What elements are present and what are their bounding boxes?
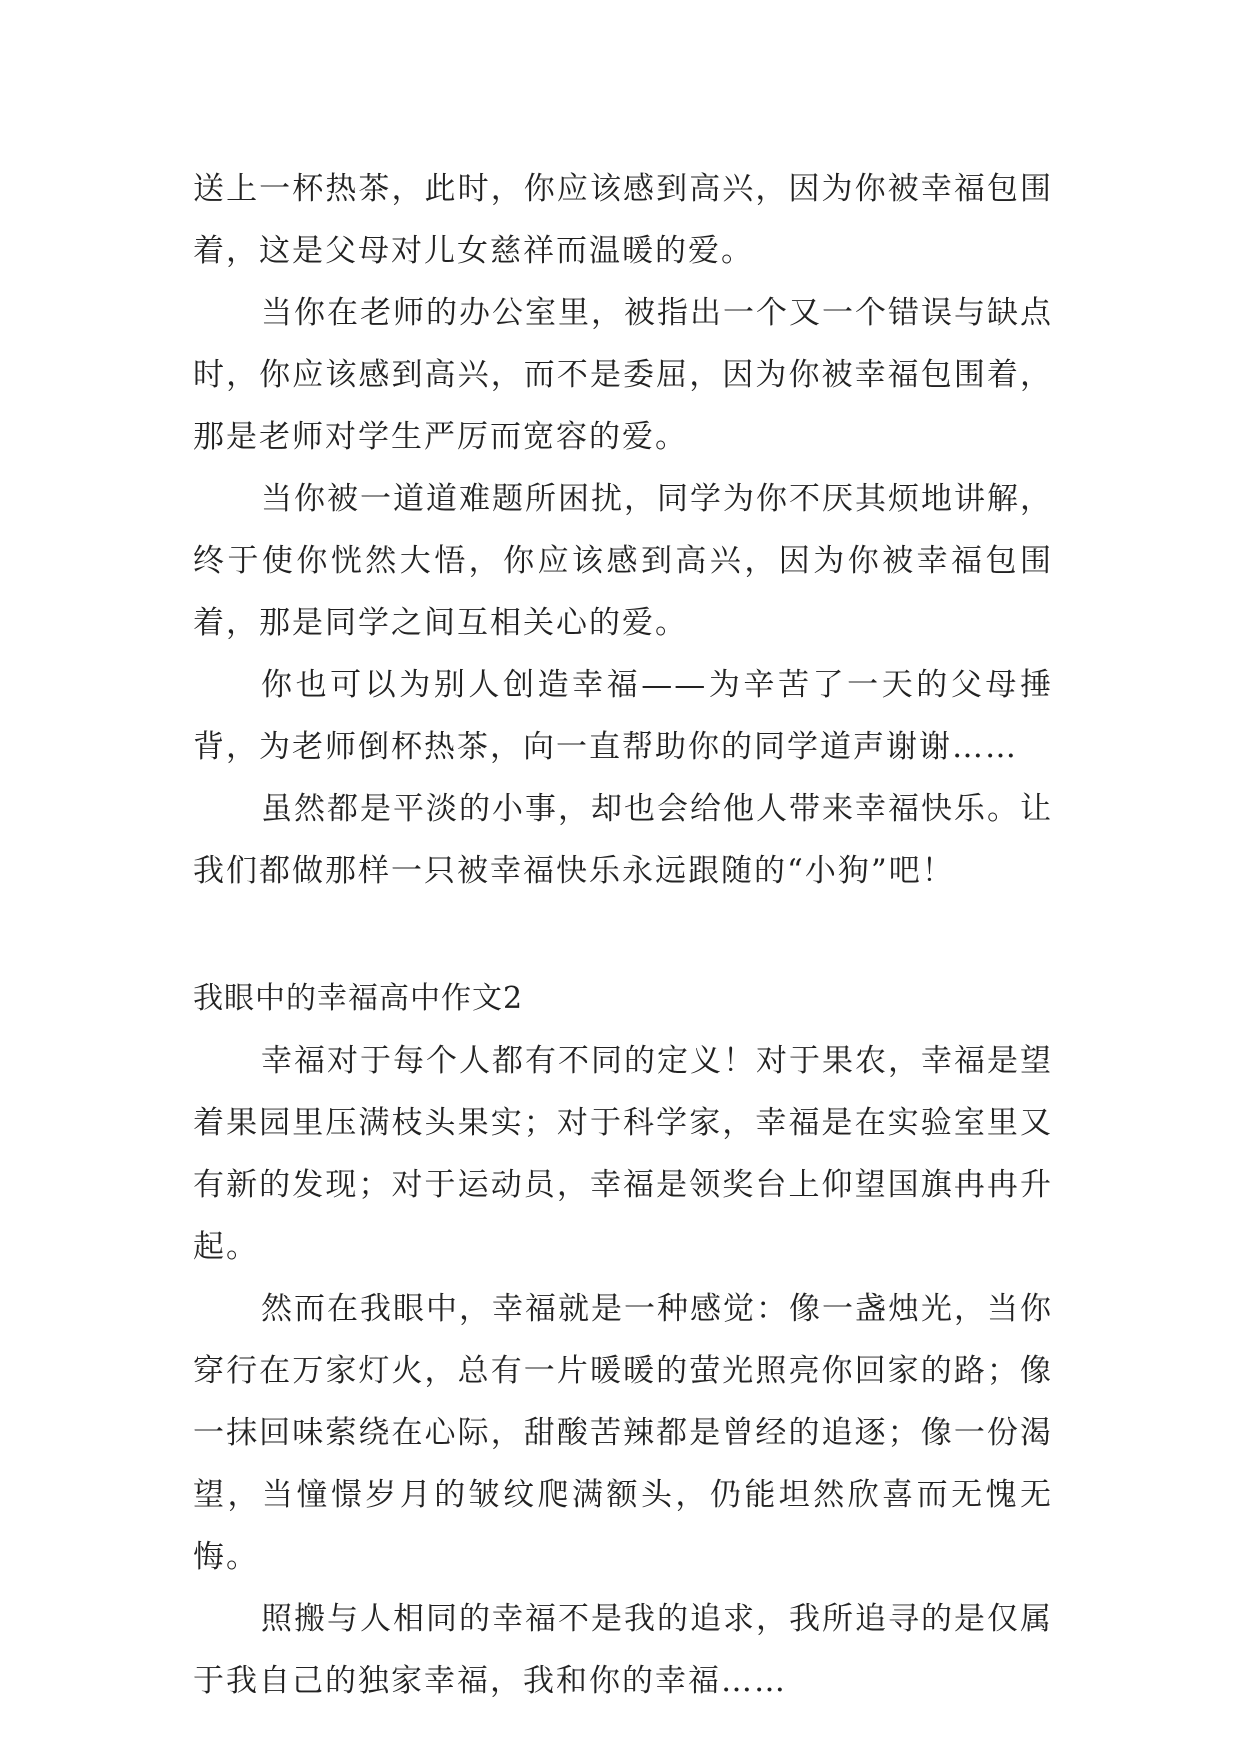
paragraph: 当你在老师的办公室里，被指出一个又一个错误与缺点时，你应该感到高兴，而不是委屈，因为你被幸福包围着，那是老师对学生严厉而宽容的爱。 [193, 295, 1053, 455]
paragraph: 然而在我眼中，幸福就是一种感觉：像一盏烛光，当你穿行在万家灯火，总有一片暖暖的萤光照亮你回家的路；像一抹回味萦绕在心际，甜酸苦辣都是曾经的追逐；像一份渴望，当憧憬岁月的皱纹爬满额头，仍能坦然欣喜而无愧无悔。 [193, 1291, 1053, 1575]
paragraph: 你也可以为别人创造幸福——为辛苦了一天的父母捶背，为老师倒杯热茶，向一直帮助你的同学道声谢谢…… [193, 667, 1053, 765]
paragraph: 照搬与人相同的幸福不是我的追求，我所追寻的是仅属于我自己的独家幸福，我和你的幸福…… [193, 1601, 1053, 1699]
paragraph: 当你被一道道难题所困扰，同学为你不厌其烦地讲解，终于使你恍然大悟，你应该感到高兴，因为你被幸福包围着，那是同学之间互相关心的爱。 [193, 481, 1053, 641]
paragraph: 送上一杯热茶，此时，你应该感到高兴，因为你被幸福包围着，这是父母对儿女慈祥而温暖的爱。 [193, 171, 1053, 269]
paragraph: 幸福对于每个人都有不同的定义！对于果农，幸福是望着果园里压满枝头果实；对于科学家，幸福是在实验室里又有新的发现；对于运动员，幸福是领奖台上仰望国旗冉冉升起。 [193, 1043, 1053, 1265]
paragraph: 虽然都是平淡的小事，却也会给他人带来幸福快乐。让我们都做那样一只被幸福快乐永远跟随的“小狗”吧！ [193, 791, 1053, 889]
section-heading: 我眼中的幸福高中作文2 [193, 981, 524, 1016]
document-body [193, 158, 1053, 1712]
